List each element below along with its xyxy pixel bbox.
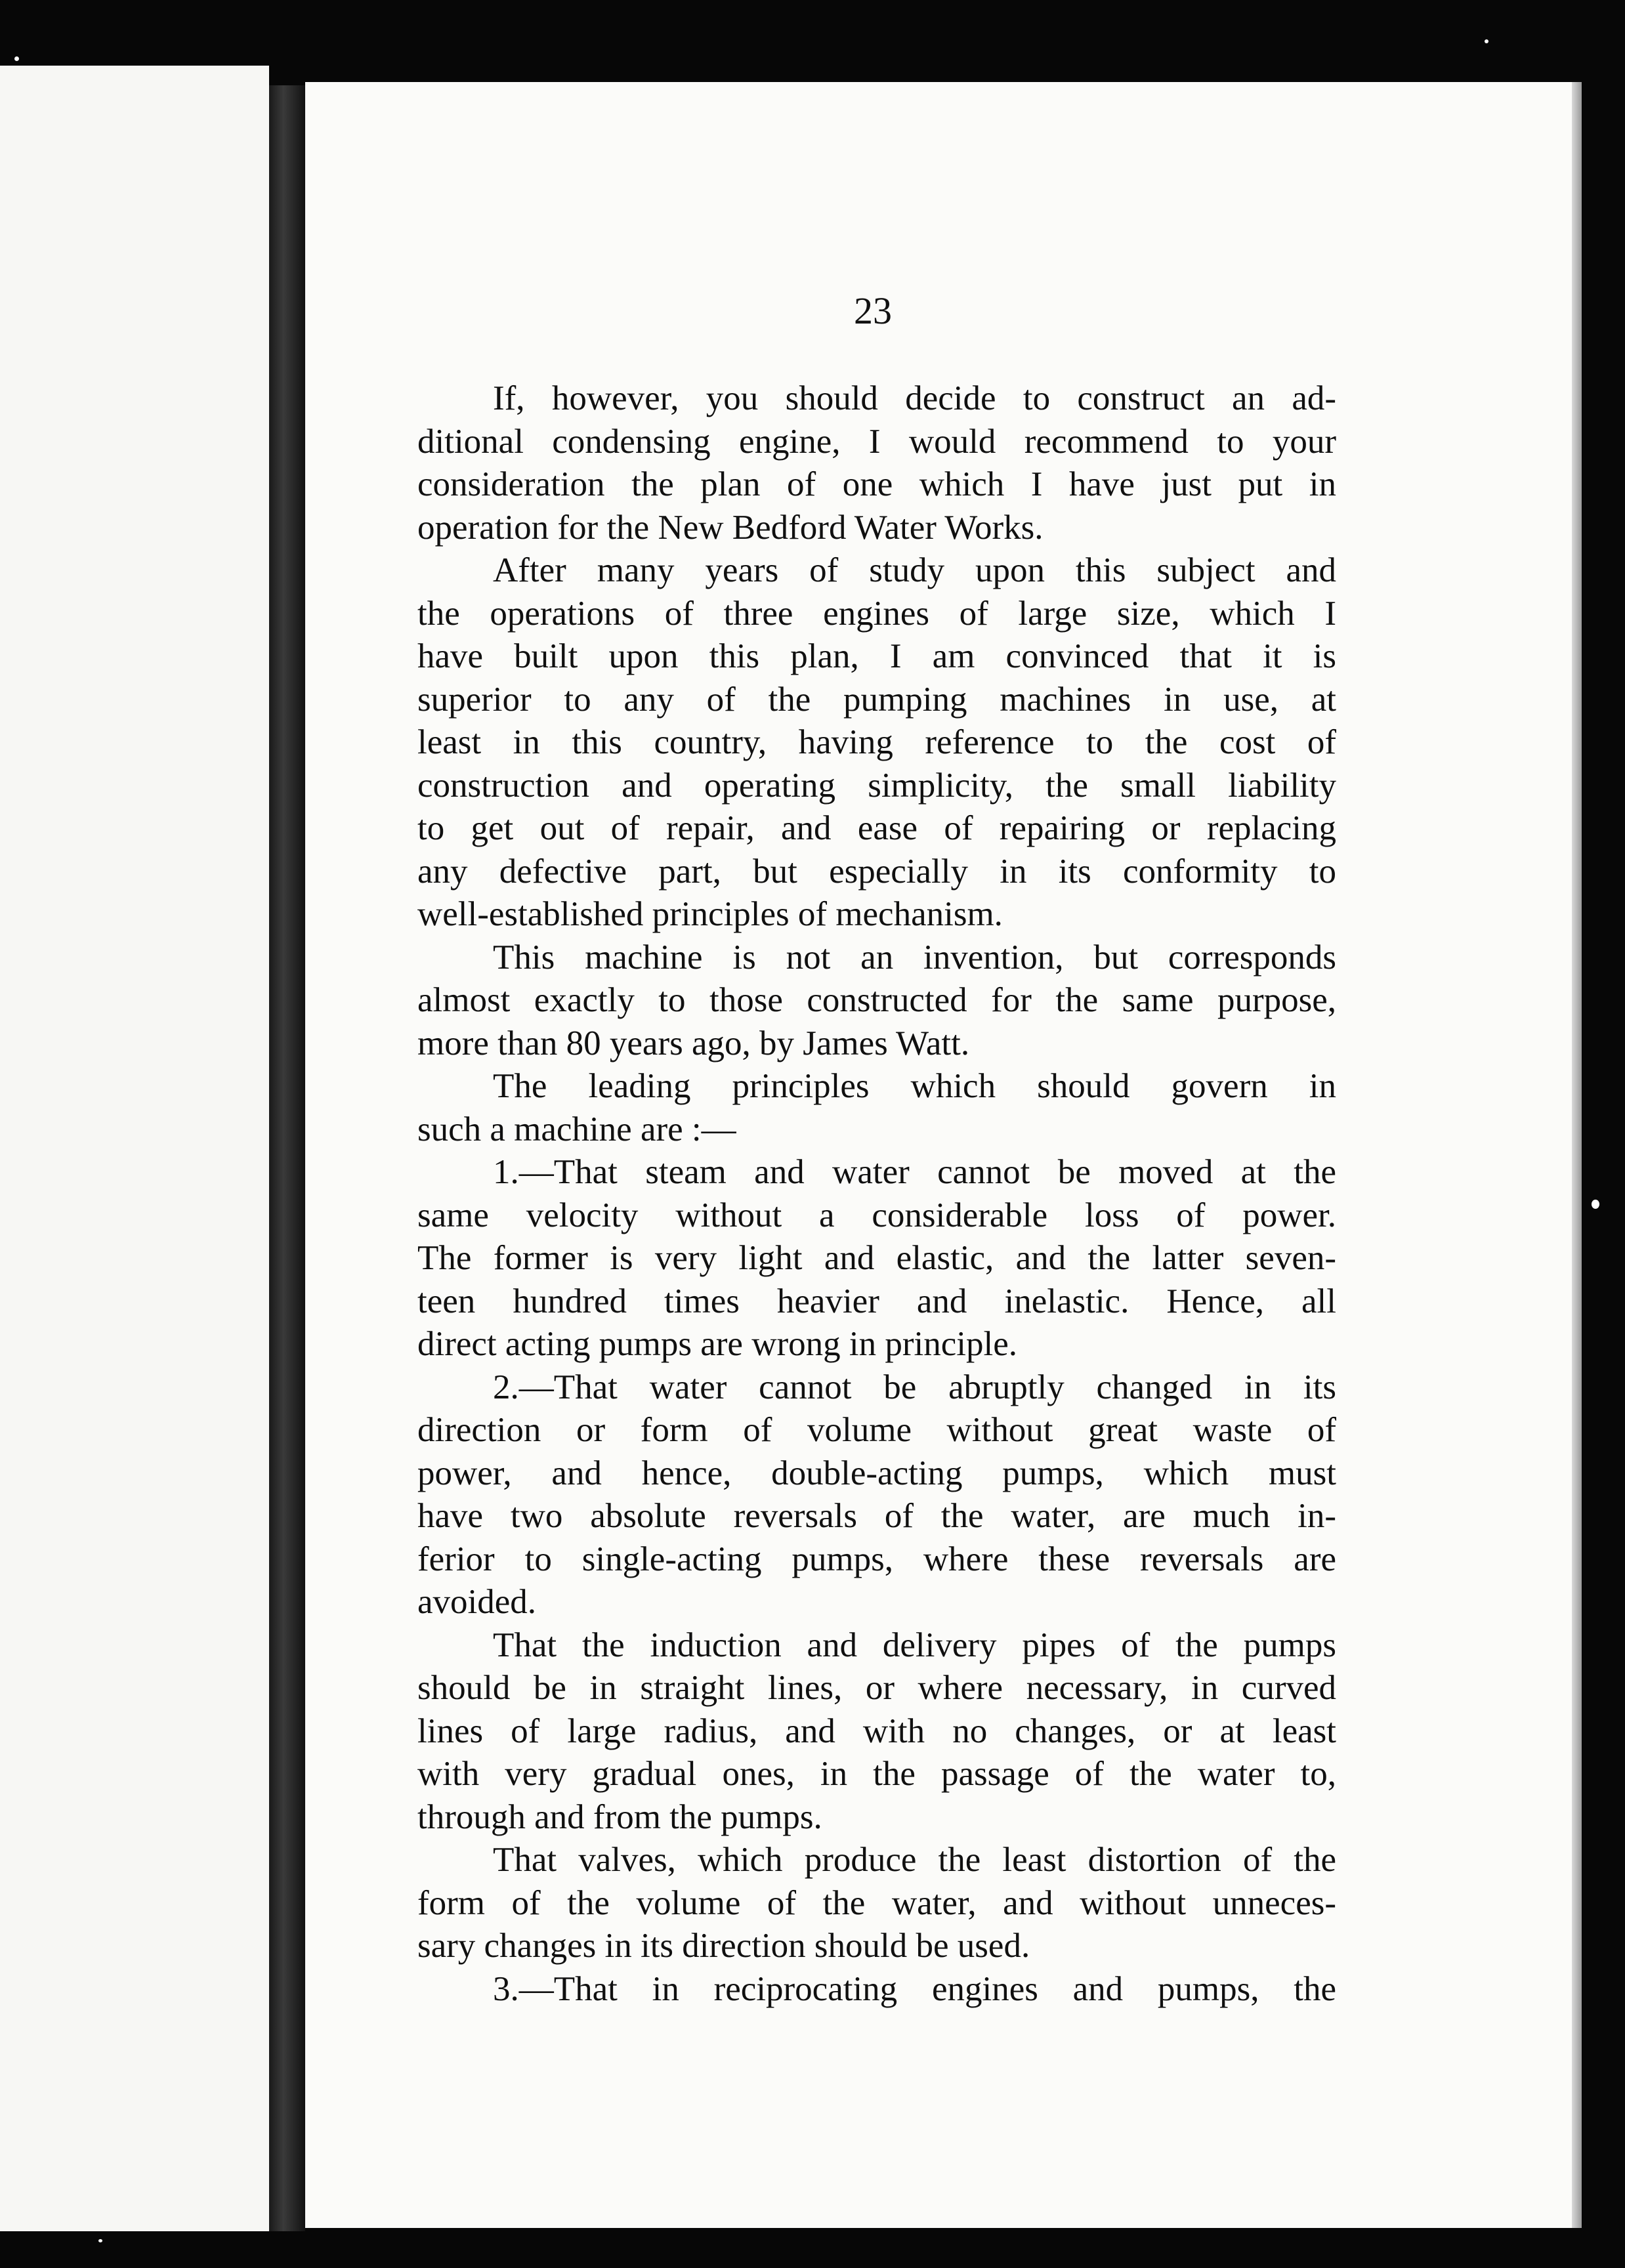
facing-page-left [0,66,269,2231]
text-line: 3.—That in reciprocating engines and pumps, the [493,1969,1336,2008]
text-line: have built upon this plan, I am convinced that it is [417,637,1336,675]
text-line: The leading principles which should govern in [493,1067,1336,1105]
text-line: operation for the New Bedford Water Works. [417,508,1044,547]
text-line: ditional condensing engine, I would recommend to your [417,422,1336,461]
text-line: If, however, you should decide to construct an ad- [493,379,1336,417]
text-line: consideration the plan of one which I have just put in [417,465,1336,503]
text-line: the operations of three engines of large size, which I [417,594,1336,633]
text-line: such a machine are :— [417,1110,736,1148]
text-line: well-established principles of mechanism. [417,895,1003,933]
text-line: have two absolute reversals of the water, are much in- [417,1497,1336,1535]
text-line: 2.—That water cannot be abruptly changed in its [493,1368,1336,1406]
text-line: direct acting pumps are wrong in principle. [417,1325,1017,1363]
text-line: After many years of study upon this subject and [493,551,1336,589]
dust-speck [1485,39,1488,43]
text-line: least in this country, having reference to the cost of [417,723,1336,761]
text-line: lines of large radius, and with no changes, or at least [417,1712,1336,1750]
page-number: 23 [854,289,892,332]
page-body-text [417,377,1336,2011]
dust-speck [98,2239,102,2242]
text-line: This machine is not an invention, but corresponds [493,938,1336,976]
page-edge [1572,82,1582,2228]
text-line: superior to any of the pumping machines in use, at [417,680,1336,719]
text-line: through and from the pumps. [417,1797,822,1836]
text-line: should be in straight lines, or where necessary, in curved [417,1669,1336,1707]
text-line: almost exactly to those constructed for the same purpose, [417,981,1336,1019]
text-line: teen hundred times heavier and inelastic. Hence, all [417,1282,1336,1320]
dust-speck [1592,1200,1599,1209]
dust-speck [14,56,19,61]
text-line: avoided. [417,1583,537,1621]
text-line: construction and operating simplicity, the small liability [417,766,1336,805]
text-line: with very gradual ones, in the passage of the water to, [417,1755,1336,1793]
text-line: The former is very light and elastic, and the latter seven- [417,1239,1336,1277]
text-line: any defective part, but especially in its conformity to [417,852,1336,891]
text-line: to get out of repair, and ease of repairing or replacing [417,809,1336,847]
text-line: 1.—That steam and water cannot be moved at the [493,1153,1336,1191]
text-line: form of the volume of the water, and without unneces- [417,1883,1336,1922]
text-line: That the induction and delivery pipes of the pumps [493,1626,1336,1664]
text-line: more than 80 years ago, by James Watt. [417,1024,970,1062]
text-line: ferior to single-acting pumps, where these reversals are [417,1540,1336,1578]
text-line: That valves, which produce the least distortion of the [493,1841,1336,1879]
text-line: power, and hence, double-acting pumps, which must [417,1454,1336,1492]
text-line: sary changes in its direction should be used. [417,1927,1030,1965]
text-line: same velocity without a considerable loss of power. [417,1196,1336,1234]
text-line: direction or form of volume without great waste of [417,1411,1336,1449]
book-gutter [269,85,305,2231]
